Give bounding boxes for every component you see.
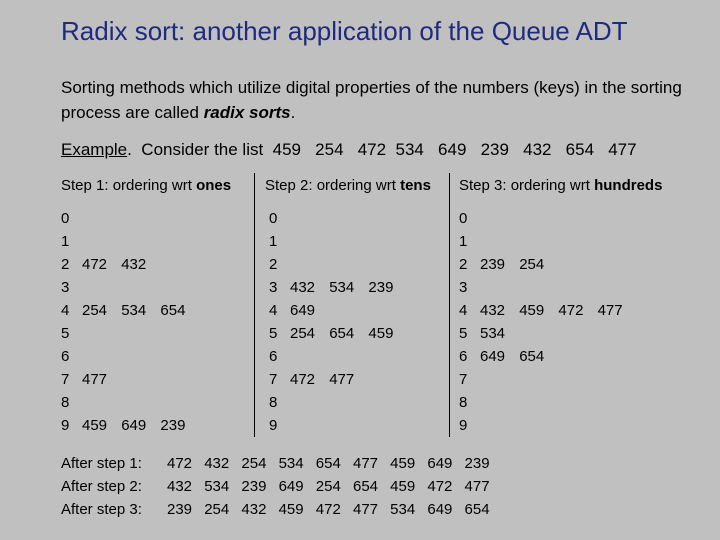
intro-emphasis: radix sorts: [203, 103, 291, 122]
bucket-values: 534: [480, 325, 506, 342]
bucket-values: 254 654 459: [290, 325, 394, 342]
bucket-digit: 5: [459, 325, 468, 342]
bucket-row: [269, 299, 393, 322]
bucket-row: [459, 276, 623, 299]
column-divider: [254, 173, 255, 437]
bucket-digit: 4: [269, 302, 278, 319]
bucket-row: [61, 299, 185, 322]
bucket-row: [61, 207, 185, 230]
after-step-row: [61, 498, 490, 521]
bucket-digit: 2: [269, 256, 278, 273]
bucket-digit: 1: [459, 233, 468, 250]
bucket-values: 432 534 239: [290, 279, 394, 296]
intro-paragraph: [61, 75, 701, 125]
after-step-values: 432 534 239 649 254 654 459 472 477: [167, 478, 490, 495]
bucket-row: [459, 299, 623, 322]
step1-header: [61, 177, 231, 194]
bucket-digit: 9: [269, 417, 278, 434]
bucket-row: [61, 391, 185, 414]
bucket-row: [459, 345, 623, 368]
bucket-digit: 2: [459, 256, 468, 273]
bucket-row: [61, 368, 185, 391]
bucket-row: [459, 368, 623, 391]
after-step-row: [61, 475, 490, 498]
bucket-digit: 7: [269, 371, 278, 388]
bucket-digit: 1: [269, 233, 278, 250]
after-step-label: After step 2:: [61, 478, 142, 495]
bucket-digit: 7: [459, 371, 468, 388]
bucket-row: [459, 391, 623, 414]
after-step-label: After step 3:: [61, 501, 142, 518]
bucket-digit: 7: [61, 371, 70, 388]
bucket-values: 649: [290, 302, 316, 319]
step1-header-bold: ones: [196, 177, 232, 194]
bucket-digit: 1: [61, 233, 70, 250]
bucket-digit: 4: [61, 302, 70, 319]
bucket-digit: 9: [61, 417, 70, 434]
step1-header-text: Step 1: ordering wrt: [61, 177, 197, 194]
bucket-values: 239 254: [480, 256, 545, 273]
bucket-row: [269, 276, 393, 299]
step3-header-text: Step 3: ordering wrt: [459, 177, 595, 194]
example-line: [61, 140, 637, 160]
bucket-row: [61, 414, 185, 437]
bucket-row: [269, 230, 393, 253]
bucket-row: [269, 207, 393, 230]
step3-header-bold: hundreds: [594, 177, 663, 194]
after-step-row: [61, 452, 490, 475]
bucket-digit: 0: [61, 210, 70, 227]
bucket-digit: 6: [269, 348, 278, 365]
intro-text: Sorting methods which utilize digital properties of the numbers (keys) in the sorting process are called: [61, 78, 682, 122]
bucket-digit: 5: [269, 325, 278, 342]
example-text: . Consider the list 459 254 472 534 649 239 432 654 477: [127, 140, 637, 159]
bucket-row: [459, 322, 623, 345]
bucket-digit: 9: [459, 417, 468, 434]
bucket-digit: 0: [269, 210, 278, 227]
bucket-row: [459, 230, 623, 253]
bucket-row: [269, 253, 393, 276]
bucket-digit: 2: [61, 256, 70, 273]
bucket-digit: 8: [459, 394, 468, 411]
after-steps-summary: [61, 452, 490, 521]
bucket-row: [459, 207, 623, 230]
bucket-digit: 8: [61, 394, 70, 411]
slide-title: Radix sort: another application of the Queue ADT: [61, 16, 628, 46]
bucket-values: 472 432: [82, 256, 147, 273]
step2-header: [265, 177, 431, 194]
bucket-values: 432 459 472 477: [480, 302, 623, 319]
step3-buckets: [459, 207, 623, 437]
bucket-row: [61, 230, 185, 253]
bucket-digit: 0: [459, 210, 468, 227]
bucket-row: [61, 322, 185, 345]
bucket-digit: 3: [459, 279, 468, 296]
bucket-digit: 4: [459, 302, 468, 319]
step3-header: [459, 177, 662, 194]
bucket-row: [459, 253, 623, 276]
example-label: Example: [61, 140, 128, 159]
bucket-row: [269, 368, 393, 391]
bucket-values: 649 654: [480, 348, 545, 365]
bucket-values: 254 534 654: [82, 302, 186, 319]
bucket-values: 477: [82, 371, 108, 388]
after-step-values: 239 254 432 459 472 477 534 649 654: [167, 501, 490, 518]
bucket-digit: 6: [459, 348, 468, 365]
bucket-row: [269, 414, 393, 437]
bucket-digit: 6: [61, 348, 70, 365]
step2-buckets: [269, 207, 393, 437]
bucket-digit: 8: [269, 394, 278, 411]
intro-suffix: .: [290, 103, 296, 122]
column-divider: [449, 173, 450, 437]
bucket-row: [269, 391, 393, 414]
bucket-values: 472 477: [290, 371, 355, 388]
bucket-digit: 5: [61, 325, 70, 342]
bucket-row: [459, 414, 623, 437]
step2-header-text: Step 2: ordering wrt: [265, 177, 401, 194]
bucket-row: [61, 253, 185, 276]
after-step-values: 472 432 254 534 654 477 459 649 239: [167, 455, 490, 472]
step1-buckets: [61, 207, 185, 437]
after-step-label: After step 1:: [61, 455, 142, 472]
step2-header-bold: tens: [400, 177, 431, 194]
bucket-row: [61, 345, 185, 368]
bucket-row: [269, 345, 393, 368]
bucket-row: [269, 322, 393, 345]
bucket-values: 459 649 239: [82, 417, 186, 434]
bucket-digit: 3: [61, 279, 70, 296]
bucket-row: [61, 276, 185, 299]
bucket-digit: 3: [269, 279, 278, 296]
